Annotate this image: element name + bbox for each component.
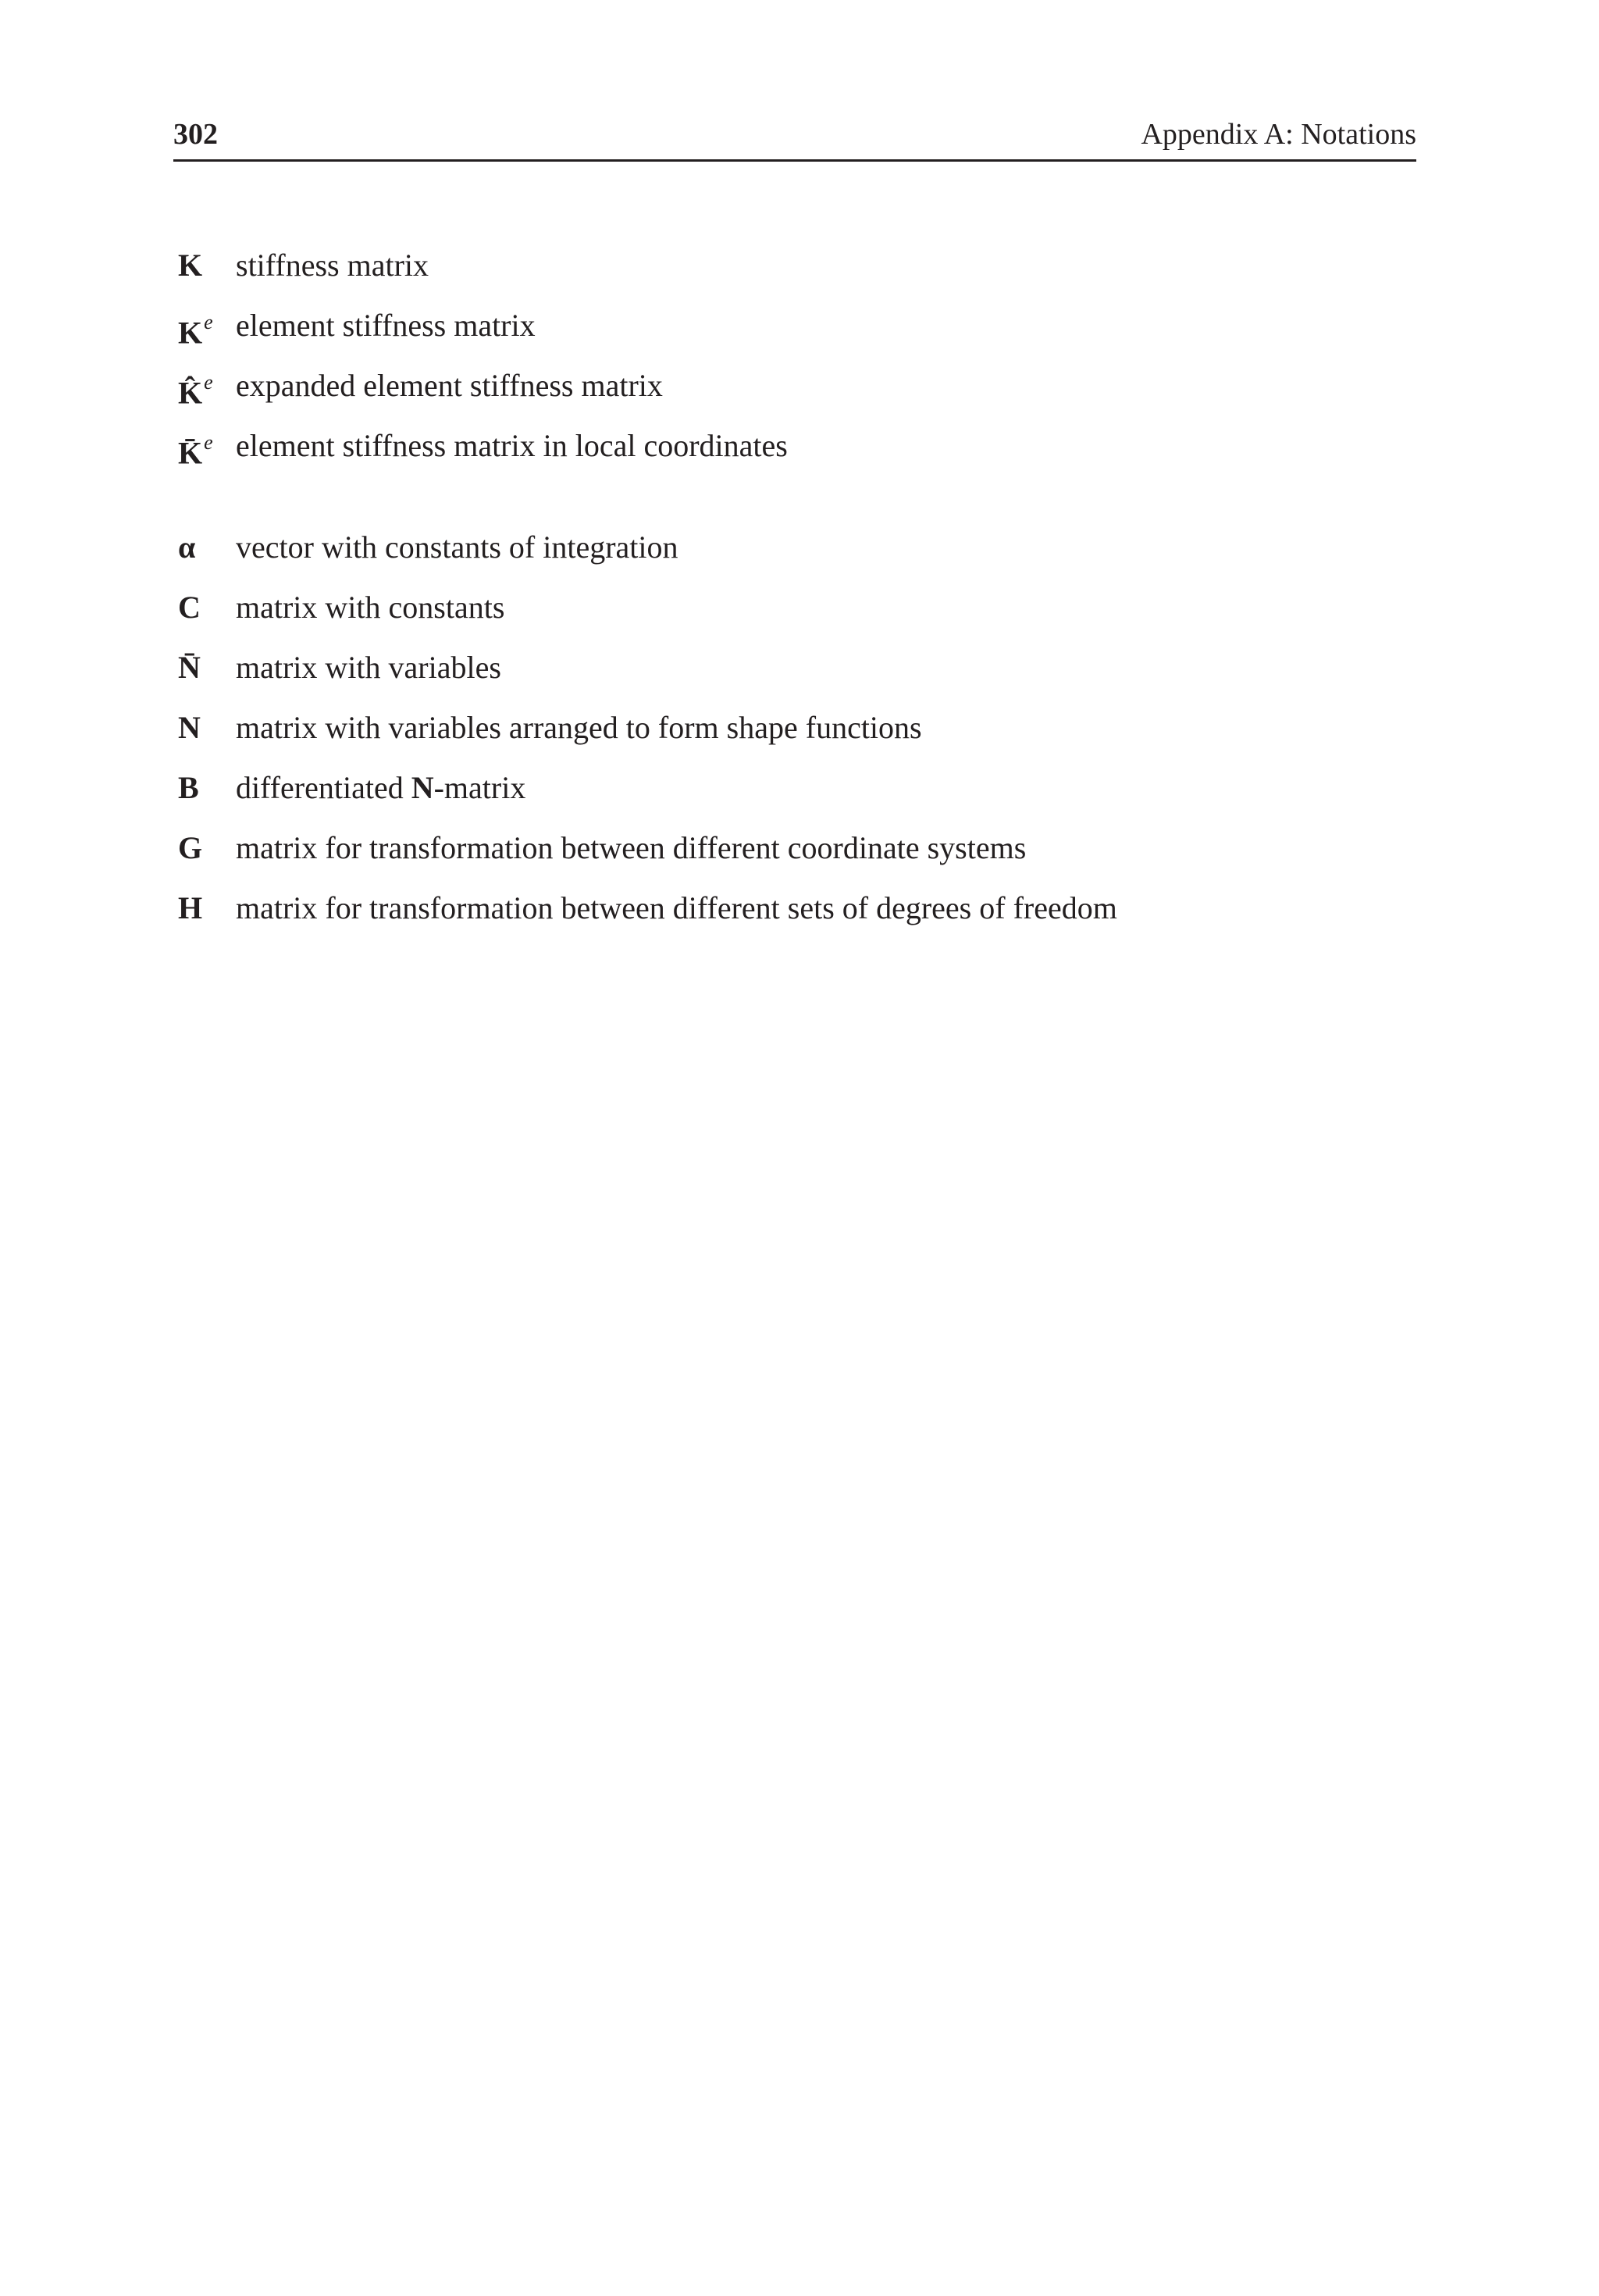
- notation-superscript: e: [204, 311, 213, 333]
- notation-row: [178, 526, 1396, 586]
- notation-symbol: K̂$^e$: [178, 371, 213, 411]
- notation-description: expanded element stiffness matrix: [236, 368, 663, 403]
- notation-superscript: e: [204, 371, 213, 394]
- notation-symbol: H: [178, 890, 203, 925]
- notation-row: [178, 646, 1396, 706]
- notation-description: vector with constants of integration: [236, 529, 678, 565]
- notation-row: [178, 766, 1396, 826]
- notation-row: [178, 586, 1396, 646]
- notation-row: [178, 304, 1396, 364]
- notation-description: matrix for transformation between different coordinate systems: [236, 830, 1027, 865]
- notation-symbol: $K^e$: [178, 311, 213, 351]
- notation-group-shape-functions: [178, 526, 1396, 947]
- notation-symbol: N: [178, 710, 201, 745]
- notation-group-stiffness: [178, 244, 1396, 484]
- notation-description: matrix for transformation between different sets of degrees of freedom: [236, 890, 1117, 925]
- description-bold-symbol: N: [411, 770, 434, 805]
- notation-symbol: G: [178, 830, 203, 865]
- notation-symbol: C: [178, 590, 201, 625]
- description-text: differentiated: [236, 770, 411, 805]
- notation-row: [178, 364, 1396, 424]
- notation-row: [178, 706, 1396, 766]
- notation-description: element stiffness matrix: [236, 308, 536, 343]
- notation-symbol: α: [178, 529, 196, 565]
- notation-description: stiffness matrix: [236, 248, 429, 283]
- notation-row: [178, 826, 1396, 886]
- notation-description: element stiffness matrix in local coordinates: [236, 428, 788, 463]
- running-title: Appendix A: Notations: [1141, 118, 1416, 151]
- notation-description: matrix with constants: [236, 590, 505, 625]
- notation-symbol: K̄$^e$: [178, 431, 213, 471]
- page-number: 302: [173, 118, 218, 151]
- notation-row: [178, 886, 1396, 947]
- notation-description: matrix with variables arranged to form shape functions: [236, 710, 922, 745]
- notation-symbol: K: [178, 248, 203, 283]
- notation-description: [236, 766, 525, 810]
- page-header: [173, 114, 1416, 162]
- description-text: -matrix: [433, 770, 526, 805]
- notation-superscript: e: [204, 431, 213, 454]
- notation-row: [178, 244, 1396, 304]
- notation-description: matrix with variables: [236, 650, 501, 685]
- notation-symbol: N̄: [178, 650, 201, 685]
- notation-symbol: B: [178, 770, 199, 805]
- notation-row: [178, 424, 1396, 484]
